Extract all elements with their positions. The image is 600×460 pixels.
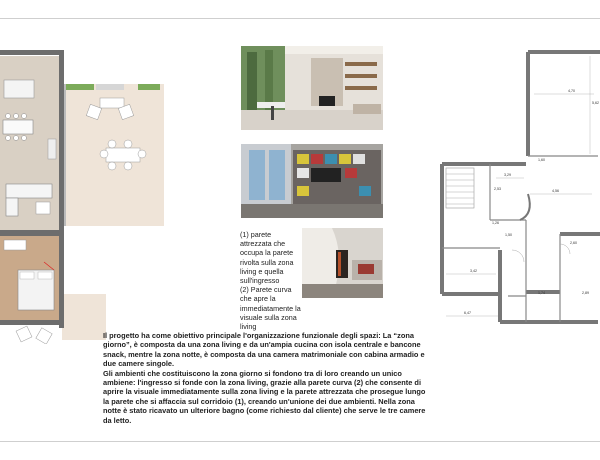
description-paragraph-2: Gli ambienti che costituiscono la zona giorno si fondono tra di loro creando un unico ambiene: l'ingresso si fonde con la zona living, grazie alla parete curva (2) che consente di aprire la visuale immediatamente sulla zona living e la parete attrezzata che prosegue lungo la parete che si affaccia sul corridoio (1), creando un'unione dei due ambienti. Nella zona notte è stato ricavato un ulteriore bagno (come richiesto dal cliente) che serve le tre camere da letto. — [103, 368, 426, 425]
living-room-photo — [241, 46, 383, 130]
dim-5-62: 5,62 — [592, 101, 599, 105]
dim-1-50: 1,50 — [505, 233, 512, 237]
dim-3-42: 3,42 — [470, 269, 477, 273]
description-paragraph-1: Il progetto ha come obiettivo principale l'organizzazione funzionale degli spazi: La “zona giorno”, è composta da una zona living e da un'ampia cucina con isola centrale e bancone snack, mentre la zona notte, è composta da una camera matrimoniale con cabina armadio e due camere singole. — [103, 331, 425, 369]
dim-2-60: 2,60 — [570, 241, 577, 245]
dim-2-53: 2,53 — [494, 187, 501, 191]
dim-1-74: 1,74 — [538, 291, 545, 295]
project-description — [103, 331, 433, 425]
bottom-rule — [0, 441, 600, 442]
top-rule — [0, 18, 600, 19]
dim-1-26: 1,26 — [492, 221, 499, 225]
equipped-wall-photo — [241, 144, 383, 218]
caption-curved-wall: (2) Parete curva che apre la immediatamente la visuale sulla zona living — [240, 285, 301, 332]
furnished-plan-drawing — [0, 44, 170, 344]
dim-6-47: 6,47 — [464, 311, 471, 315]
dim-4-56: 4,56 — [552, 189, 559, 193]
dim-3-29: 3,29 — [504, 173, 511, 177]
photo-captions — [240, 230, 302, 331]
dim-2-89: 2,89 — [582, 291, 589, 295]
dimensioned-plan-drawing — [430, 44, 600, 340]
caption-equipped-wall: (1) parete attrezzata che occupa la parete rivolta sulla zona living e quella sull'ingresso — [240, 230, 294, 286]
dim-4-70: 4,70 — [568, 89, 575, 93]
curved-wall-photo — [302, 228, 383, 298]
furnished-floor-plan — [0, 44, 170, 344]
dim-1-60: 1,60 — [538, 158, 545, 162]
dimensioned-floor-plan — [430, 44, 600, 340]
